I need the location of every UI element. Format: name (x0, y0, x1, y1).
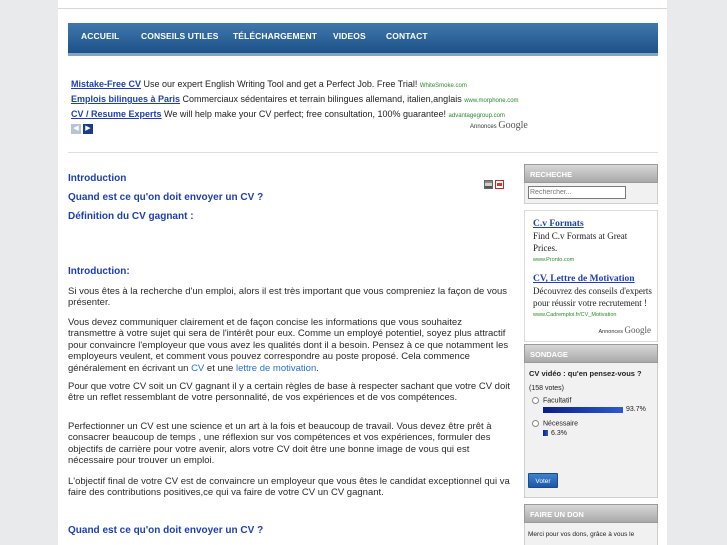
lettre-motivation-link[interactable]: lettre de motivation (235, 362, 317, 374)
poll-result-row (529, 405, 653, 415)
nav-item-conseils-utiles[interactable]: CONSEILS UTILES (141, 31, 219, 41)
sidebar-ad-url[interactable]: www.Cadremploi.fr/CV_Motivation (533, 312, 617, 318)
toc-list (68, 169, 511, 226)
search-input[interactable] (528, 186, 626, 199)
ad-url[interactable]: WhiteSmoke.com (419, 83, 467, 89)
article-paragraph: Si vous êtes à la recherche d'un emploi, alors il est très important que vous compreniez la façon de vous présenter. (68, 286, 508, 309)
toc-link-introduction[interactable]: Introduction (68, 173, 127, 184)
cv-link[interactable]: CV (191, 362, 205, 374)
toc-link-definition[interactable]: Définition du CV gagnant : (68, 211, 194, 222)
poll-result-percent: 93.7% (626, 406, 646, 414)
ad-url[interactable]: www.morphone.com (464, 98, 519, 104)
ads-by-label: Annonces (470, 124, 497, 130)
nav-item-contact[interactable]: CONTACT (386, 31, 428, 41)
donate-text: Merci pour vos dons, grâce à vous le (528, 531, 635, 538)
sidebar-ad-title[interactable]: C.v Formats (533, 219, 584, 229)
print-icons (482, 180, 504, 192)
ads-by-google[interactable] (599, 324, 652, 338)
donate-title: FAIRE UN DON (524, 504, 658, 523)
top-strip (58, 0, 667, 9)
poll-radio[interactable] (532, 420, 539, 427)
article-paragraph: Perfectionner un CV est une science et un art à la fois et beaucoup de travail. Vous devez être prêt à consacrer beaucoup de temps , une réflexion sur vos compétences et vos expériences, formuler des objectifs de carrière pour votre avenir, alors votre CV doit être une bonne image de vous qui est nécessaire pour trouver un emploi. (68, 421, 492, 467)
ad-banner (71, 77, 541, 122)
poll-result-bar (543, 407, 623, 413)
divider (68, 152, 658, 153)
vote-button[interactable]: Voter (528, 473, 558, 488)
printer-icon[interactable] (484, 180, 493, 189)
ad-title-link[interactable]: CV / Resume Experts (71, 109, 162, 119)
poll-result-percent: 6.3% (551, 429, 567, 437)
article-toc (68, 169, 511, 226)
page-container (58, 9, 667, 545)
sidebar-ad-title[interactable]: CV, Lettre de Motivation (533, 274, 635, 284)
section-heading: Quand est ce qu'on doit envoyer un CV ? (68, 525, 264, 536)
poll-title: SONDAGE (524, 344, 658, 363)
main-navigation (68, 23, 658, 56)
search-box-title: RECHECHE (524, 164, 658, 183)
ad-text: Use our expert English Writing Tool and get a Perfect Job. Free Trial! (141, 79, 420, 89)
sidebar-ads (524, 210, 658, 342)
ad-title-link[interactable]: Mistake-Free CV (71, 79, 142, 89)
poll-option[interactable] (529, 397, 653, 404)
article-paragraph (68, 317, 512, 374)
ad-prev-arrow-icon[interactable]: ◀ (71, 124, 81, 134)
intro-heading: Introduction: (68, 266, 130, 277)
poll-question: CV vidéo : qu'en pensez-vous ? (529, 369, 642, 378)
pdf-icon[interactable] (495, 180, 504, 189)
sidebar-ad-text: Find C.v Formats at Great Prices. (533, 231, 628, 253)
poll-result-row (529, 429, 653, 439)
ad-url[interactable]: advantagegroup.com (448, 113, 505, 119)
sidebar-ad-text: Découvrez des conseils d'experts pour réussir votre recrutement ! (533, 286, 652, 308)
ad-title-link[interactable]: Emplois bilingues à Paris (71, 94, 181, 104)
donate-box (524, 523, 658, 545)
paragraph-text: Vous devez communiquer clairement et de façon concise les informations que vous souhaitez transmettre à votre sujet qui sera de l'intérêt pour eux. Comme un employé potentiel, soyez plus attractif pour convaincre l'employeur que vous avez les qualités dont il a besoin. Pensez à ce que notamment les employeurs veulent, et comment vous pouvez correspondre au poste proposé. Cela commence généralement en écrivant un (68, 317, 509, 374)
poll-box (524, 363, 658, 498)
ad-line (71, 77, 541, 92)
poll-result-bar (543, 430, 548, 436)
poll-option[interactable] (529, 420, 653, 427)
search-box (524, 183, 658, 204)
paragraph-text: . (316, 362, 319, 374)
nav-item-accueil[interactable]: ACCUEIL (81, 31, 120, 41)
ads-by-label: Annonces (598, 329, 623, 335)
paragraph-text: et une (204, 362, 236, 374)
poll-radio[interactable] (532, 397, 539, 404)
sidebar (524, 164, 658, 545)
ad-text: We will help make your CV perfect; free consultation, 100% guarantee! (161, 109, 449, 119)
article-paragraph: Pour que votre CV soit un CV gagnant il y a certain règles de base à respecter sachant que votre CV doit être un reflet ressemblant de votre personnalité, de vos expériences et de vos compétences. (68, 381, 511, 404)
ad-line (71, 92, 541, 107)
google-logo: Google (498, 120, 528, 131)
ad-next-arrow-icon[interactable]: ▶ (83, 124, 93, 134)
nav-item-telechargement[interactable]: TÉLÉCHARGEMENT (233, 31, 318, 41)
toc-link-quand-envoyer[interactable]: Quand est ce qu'on doit envoyer un CV ? (68, 192, 264, 203)
article-paragraph: L'objectif final de votre CV est de convaincre un employeur que vous êtes le candidat exceptionnel qui va faire des contributions positives,ce qui va faire de votre CV un CV gagnant. (68, 476, 510, 499)
poll-option-label: Facultatif (543, 397, 572, 405)
ads-by-google[interactable] (470, 120, 528, 131)
poll-option-label: Nécessaire (543, 420, 579, 428)
google-logo: Google (624, 325, 651, 335)
nav-item-videos[interactable]: VIDEOS (333, 31, 366, 41)
sidebar-ad-url[interactable]: www.Pronto.com (533, 257, 575, 263)
ad-arrows (71, 121, 95, 132)
ad-text: Commerciaux sédentaires et terrain bilingues allemand, italien,anglais (180, 94, 465, 104)
poll-votes: (158 votes) (529, 385, 565, 392)
